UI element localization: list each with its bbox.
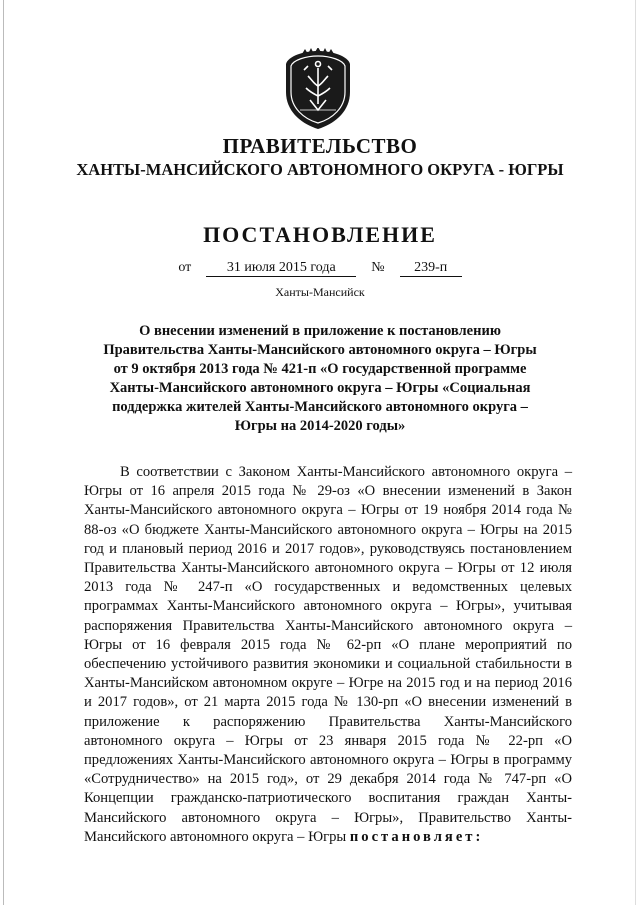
document-number: 239-п xyxy=(400,259,462,277)
khanty-mansiysk-coat-of-arms-icon xyxy=(282,48,354,132)
decree-word: постановляет: xyxy=(349,828,484,845)
document-type: ПОСТАНОВЛЕНИЕ xyxy=(203,222,437,247)
government-title: ПРАВИТЕЛЬСТВО xyxy=(222,134,418,158)
document-subject: О внесении изменений в приложение к постановлению Правительства Ханты-Мансийского автономного округа – Югры от 9 октября 2013 года № 421-п «О государственной программе Ханты-Мансийского автономного округа – Югры «Социальная поддержка жителей Ханты-Мансийского автономного округа – Югры на 2014-2020 годы» xyxy=(103,323,537,434)
body-paragraph xyxy=(84,463,572,847)
date-prefix: от xyxy=(178,260,192,275)
body-text: В соответствии с Законом Ханты-Мансийского автономного округа – Югры от 16 апреля 2015 года № 29-оз «О внесении изменений в Закон Ханты-Мансийского автономного округа – Югры от 19 ноября 2014 года № 88-оз «О бюджете Ханты-Мансийского автономного округа – Югры на 2015 год и плановый период 2016 и 2017 годов», руководствуясь постановлением Правительства Ханты-Мансийского автономного округа – Югры от 12 июля 2013 года № 247-п «О государственных и ведомственных целевых программах Ханты-Мансийского автономного округа – Югры», учитывая распоряжения Правительства Ханты-Мансийского автономного округа – Югры от 16 февраля 2015 года № 62-рп «О плане мероприятий по обеспечению устойчивого развития экономики и социальной стабильности в Ханты-Мансийском автономном округе – Югре на 2015 год и на период 2016 и 2017 годов», от 21 марта 2015 года № 130-рп «О внесении изменений в приложение к распоряжению Правительства Ханты-Мансийского автономного округа – Югры от 23 января 2015 года № 22-рп «О предложениях Ханты-Мансийского автономного округа – Югры в программу «Сотрудничество» на 2015 год», от 29 декабря 2014 года № 747-рп «О Концепции гражданско-патриотического воспитания граждан Ханты-Мансийского автономного округа – Югры», Правительство Ханты-Мансийского автономного округа – Югры xyxy=(84,464,572,845)
document-date: 31 июля 2015 года xyxy=(206,259,356,277)
document-city: Ханты-Мансийск xyxy=(275,285,365,299)
region-title: ХАНТЫ-МАНСИЙСКОГО АВТОНОМНОГО ОКРУГА - ЮГРЫ xyxy=(76,160,564,179)
date-number-line xyxy=(0,259,640,277)
number-prefix: № xyxy=(371,260,385,275)
